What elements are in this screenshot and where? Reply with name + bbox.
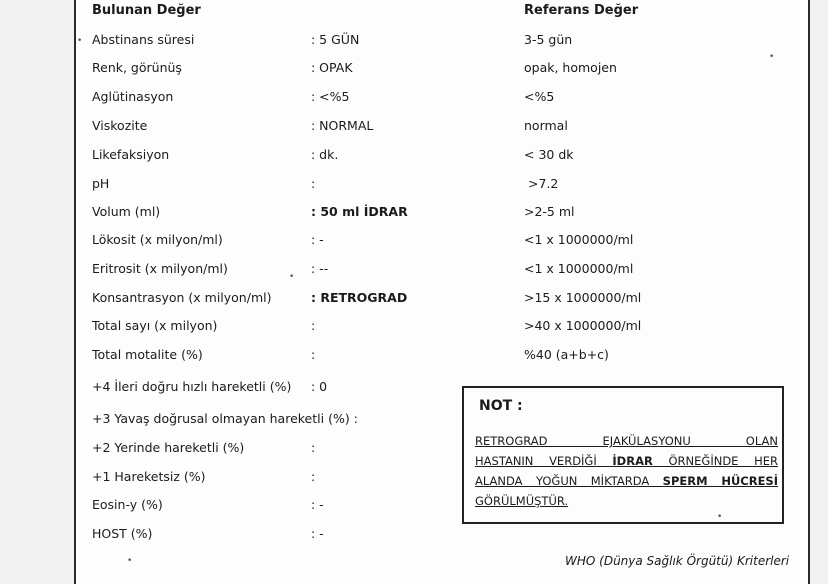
row-reference: %40 (a+b+c) bbox=[524, 347, 609, 362]
row-value: : bbox=[311, 469, 316, 484]
row-value: : NORMAL bbox=[311, 118, 374, 133]
found-value-header: Bulunan Değer bbox=[92, 3, 201, 18]
note-line: GÖRÜLMÜŞTÜR. bbox=[475, 494, 569, 508]
scan-speck: • bbox=[77, 36, 83, 46]
row-value: : OPAK bbox=[311, 60, 353, 75]
row-reference: opak, homojen bbox=[524, 60, 617, 75]
row-label: Likefaksiyon bbox=[92, 147, 170, 162]
row-label: Total sayı (x milyon) bbox=[92, 318, 218, 333]
row-value: : bbox=[311, 440, 316, 455]
note-box bbox=[462, 386, 784, 524]
row-value: : <%5 bbox=[311, 89, 350, 104]
row-label: +4 İleri doğru hızlı hareketli (%) bbox=[92, 379, 292, 394]
row-label: Eritrosit (x milyon/ml) bbox=[92, 261, 228, 276]
row-reference: >15 x 1000000/ml bbox=[524, 290, 642, 305]
row-label: Lökosit (x milyon/ml) bbox=[92, 232, 223, 247]
row-value: : - bbox=[311, 526, 324, 541]
row-label: Volum (ml) bbox=[92, 204, 161, 219]
scan-speck: • bbox=[717, 512, 723, 522]
note-line: ALANDA YOĞUN MİKTARDA SPERM HÜCRESİ bbox=[475, 474, 778, 488]
row-reference: <%5 bbox=[524, 89, 555, 104]
row-reference: <1 x 1000000/ml bbox=[524, 261, 634, 276]
scan-speck: • bbox=[289, 272, 295, 282]
row-value: : bbox=[311, 318, 316, 333]
row-reference: 3-5 gün bbox=[524, 32, 573, 47]
row-value: : bbox=[311, 176, 316, 191]
row-value: : 0 bbox=[311, 379, 328, 394]
row-value: : RETROGRAD bbox=[311, 290, 408, 305]
row-reference: normal bbox=[524, 118, 568, 133]
row-value: : bbox=[311, 347, 316, 362]
scan-speck: • bbox=[127, 556, 133, 566]
row-label: +1 Hareketsiz (%) bbox=[92, 469, 206, 484]
row-reference: <1 x 1000000/ml bbox=[524, 232, 634, 247]
note-line: RETROGRAD EJAKÜLASYONU OLAN bbox=[475, 434, 778, 448]
row-value: : -- bbox=[311, 261, 329, 276]
row-reference: >40 x 1000000/ml bbox=[524, 318, 642, 333]
note-title: NOT : bbox=[479, 398, 523, 414]
row-reference: >2-5 ml bbox=[524, 204, 575, 219]
row-value: : - bbox=[311, 497, 324, 512]
footer-criteria: WHO (Dünya Sağlık Örgütü) Kriterleri bbox=[565, 554, 790, 568]
row-label: Eosin-y (%) bbox=[92, 497, 163, 512]
row-label: pH bbox=[92, 176, 110, 191]
row-label: +3 Yavaş doğrusal olmayan hareketli (%) : bbox=[92, 411, 358, 426]
row-value: : - bbox=[311, 232, 324, 247]
row-reference: >7.2 bbox=[528, 176, 559, 191]
scan-speck: • bbox=[769, 52, 775, 62]
row-value: : dk. bbox=[311, 147, 339, 162]
row-label: Renk, görünüş bbox=[92, 60, 182, 75]
row-value: : 50 ml İDRAR bbox=[311, 204, 408, 219]
row-label: Abstinans süresi bbox=[92, 32, 195, 47]
row-label: Konsantrasyon (x milyon/ml) bbox=[92, 290, 272, 305]
row-label: +2 Yerinde hareketli (%) bbox=[92, 440, 245, 455]
row-value: : 5 GÜN bbox=[311, 32, 360, 47]
row-label: Viskozite bbox=[92, 118, 148, 133]
row-label: Total motalite (%) bbox=[92, 347, 203, 362]
row-reference: < 30 dk bbox=[524, 147, 574, 162]
row-label: HOST (%) bbox=[92, 526, 153, 541]
reference-value-header: Referans Değer bbox=[524, 3, 639, 18]
note-line: HASTANIN VERDİĞİ İDRAR ÖRNEĞİNDE HER bbox=[475, 454, 778, 468]
row-label: Aglütinasyon bbox=[92, 89, 174, 104]
